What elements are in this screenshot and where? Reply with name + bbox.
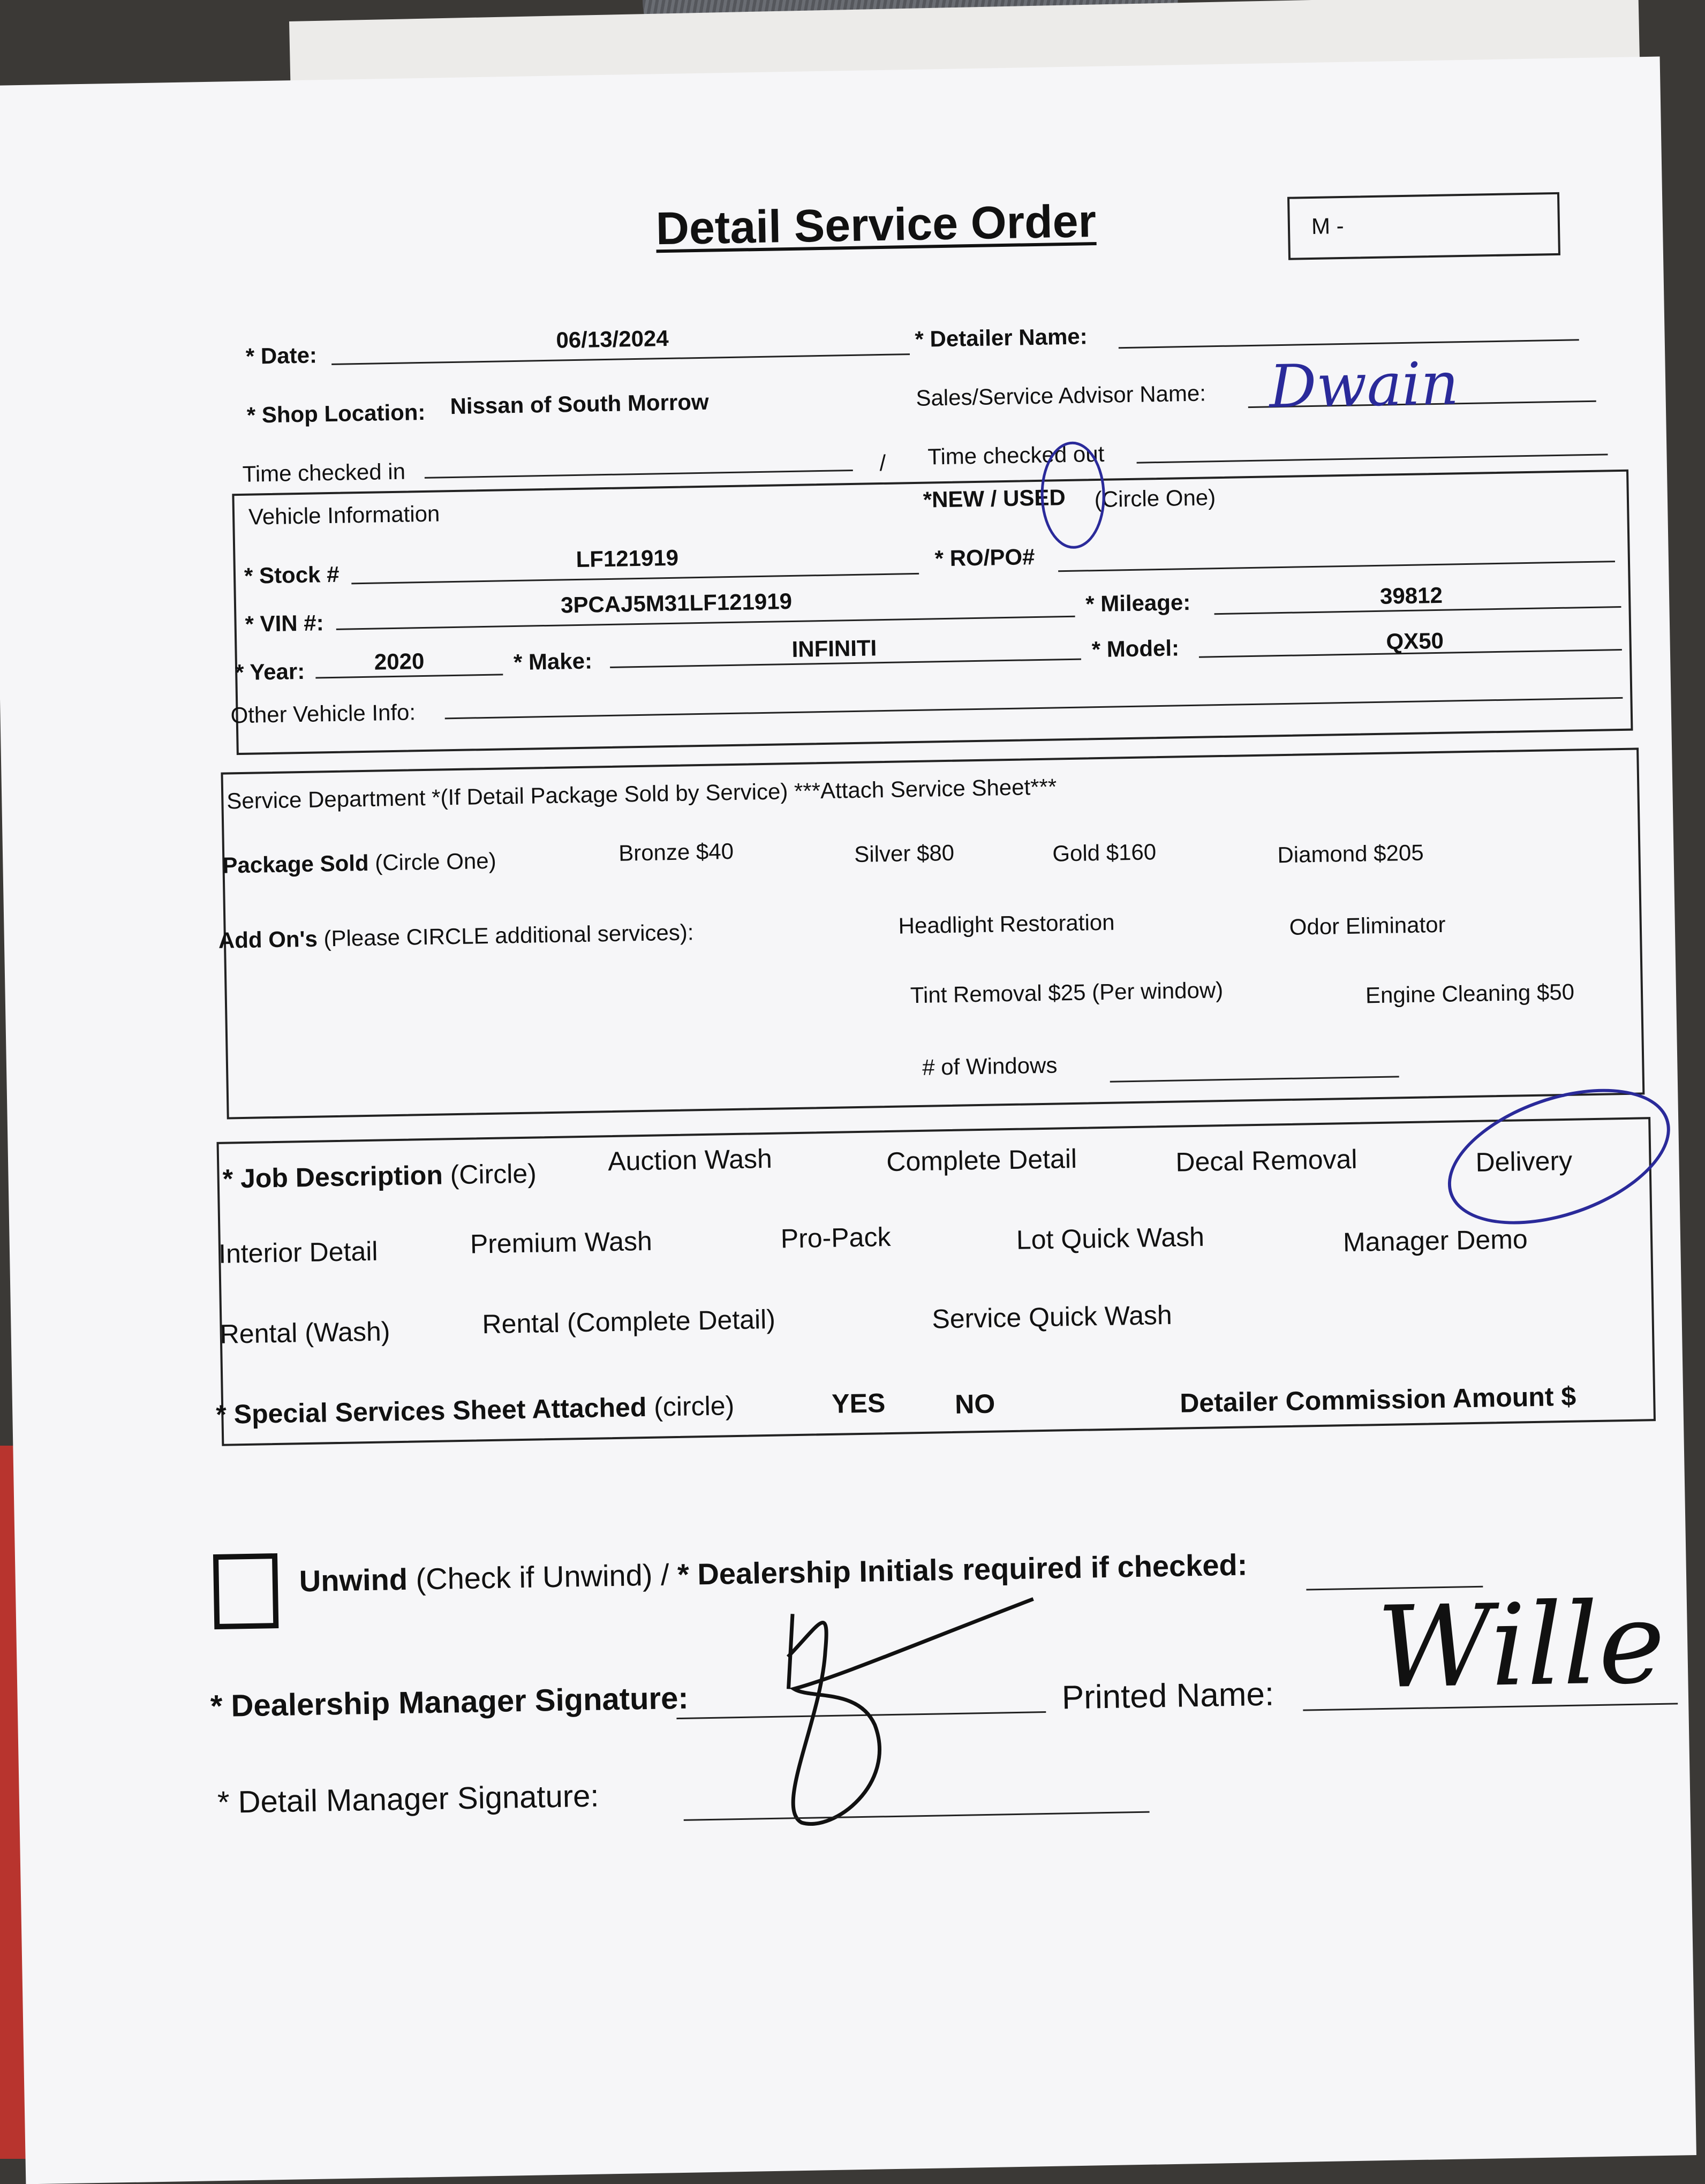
job-manager-demo[interactable]: Manager Demo [1342, 1224, 1528, 1258]
vin-label: * VIN #: [245, 610, 325, 637]
service-dept-header: Service Department *(If Detail Package Sold by Service) ***Attach Service Sheet*** [226, 774, 1057, 814]
stock-label: * Stock # [244, 561, 340, 588]
job-auction-wash[interactable]: Auction Wash [607, 1143, 773, 1177]
package-silver[interactable]: Silver $80 [854, 840, 955, 867]
advisor-signature[interactable]: Dwain [1269, 349, 1460, 421]
date-label: * Date: [245, 342, 318, 369]
service-order-form [0, 57, 1696, 2184]
package-diamond[interactable]: Diamond $205 [1277, 840, 1424, 868]
model-value[interactable]: QX50 [1386, 628, 1444, 654]
dealership-manager-signature-label: * Dealership Manager Signature: [210, 1680, 689, 1724]
time-out-label: Time checked out [927, 441, 1105, 470]
detailer-name-label: * Detailer Name: [915, 323, 1088, 352]
job-description-label: * Job Description (Circle) [222, 1158, 537, 1194]
new-used-hint: (Circle One) [1094, 485, 1216, 512]
time-out-field[interactable] [1137, 454, 1608, 463]
time-separator: / [879, 450, 886, 476]
package-bronze[interactable]: Bronze $40 [618, 838, 734, 866]
detail-manager-signature-label: * Detail Manager Signature: [217, 1778, 600, 1820]
new-used-label[interactable]: *NEW / USED [923, 485, 1066, 512]
make-value[interactable]: INFINITI [791, 635, 877, 662]
dealership-manager-signature [755, 1577, 1080, 1834]
package-gold[interactable]: Gold $160 [1052, 839, 1157, 866]
job-complete-detail[interactable]: Complete Detail [886, 1143, 1077, 1177]
job-rental-wash[interactable]: Rental (Wash) [220, 1316, 390, 1349]
model-label: * Model: [1091, 635, 1180, 662]
time-in-label: Time checked in [242, 458, 406, 487]
unwind-label: Unwind (Check if Unwind) / * Dealership Initials required if checked: [299, 1547, 1248, 1598]
date-value[interactable]: 06/13/2024 [556, 325, 669, 353]
shop-location-value[interactable]: Nissan of South Morrow [450, 389, 709, 419]
form-title: Detail Service Order [655, 195, 1097, 255]
job-rental-complete-detail[interactable]: Rental (Complete Detail) [482, 1304, 776, 1340]
unwind-checkbox[interactable] [213, 1553, 278, 1629]
special-services-label: * Special Services Sheet Attached (circle) [215, 1390, 735, 1430]
job-interior-detail[interactable]: Interior Detail [218, 1236, 378, 1269]
year-label: * Year: [235, 658, 305, 685]
job-delivery[interactable]: Delivery [1475, 1145, 1573, 1177]
advisor-label: Sales/Service Advisor Name: [916, 380, 1206, 411]
order-number-prefix: M - [1311, 213, 1345, 239]
job-pro-pack[interactable]: Pro-Pack [780, 1221, 891, 1254]
addon-headlight-restoration[interactable]: Headlight Restoration [898, 909, 1115, 939]
job-premium-wash[interactable]: Premium Wash [470, 1226, 653, 1259]
other-vehicle-info-label: Other Vehicle Info: [230, 699, 416, 728]
vin-value[interactable]: 3PCAJ5M31LF121919 [560, 588, 793, 618]
job-service-quick-wash[interactable]: Service Quick Wash [931, 1299, 1173, 1334]
shop-location-label: * Shop Location: [246, 399, 426, 428]
vehicle-info-label: Vehicle Information [248, 501, 440, 530]
package-sold-label: Package Sold (Circle One) [222, 848, 496, 878]
windows-count-label: # of Windows [922, 1052, 1058, 1080]
ro-po-label: * RO/PO# [934, 544, 1035, 571]
printed-name-label: Printed Name: [1061, 1675, 1274, 1717]
mileage-label: * Mileage: [1085, 590, 1191, 617]
special-no-option[interactable]: NO [954, 1388, 995, 1419]
printed-name-handwriting: Wille [1376, 1577, 1666, 1714]
addon-odor-eliminator[interactable]: Odor Eliminator [1289, 911, 1446, 940]
mileage-value[interactable]: 39812 [1379, 582, 1443, 609]
year-value[interactable]: 2020 [374, 648, 425, 675]
job-decal-removal[interactable]: Decal Removal [1175, 1144, 1357, 1177]
detailer-name-field[interactable] [1119, 339, 1579, 349]
stock-value[interactable]: LF121919 [576, 545, 679, 572]
job-lot-quick-wash[interactable]: Lot Quick Wash [1016, 1221, 1205, 1255]
addon-tint-removal[interactable]: Tint Removal $25 (Per window) [910, 977, 1224, 1008]
time-in-field[interactable] [425, 470, 853, 479]
commission-label: Detailer Commission Amount $ [1179, 1381, 1576, 1418]
add-ons-label: Add On's (Please CIRCLE additional services): [218, 919, 694, 953]
special-yes-option[interactable]: YES [831, 1388, 886, 1419]
order-number-box[interactable] [1287, 192, 1560, 260]
make-label: * Make: [513, 648, 593, 675]
addon-engine-cleaning[interactable]: Engine Cleaning $50 [1365, 979, 1575, 1008]
